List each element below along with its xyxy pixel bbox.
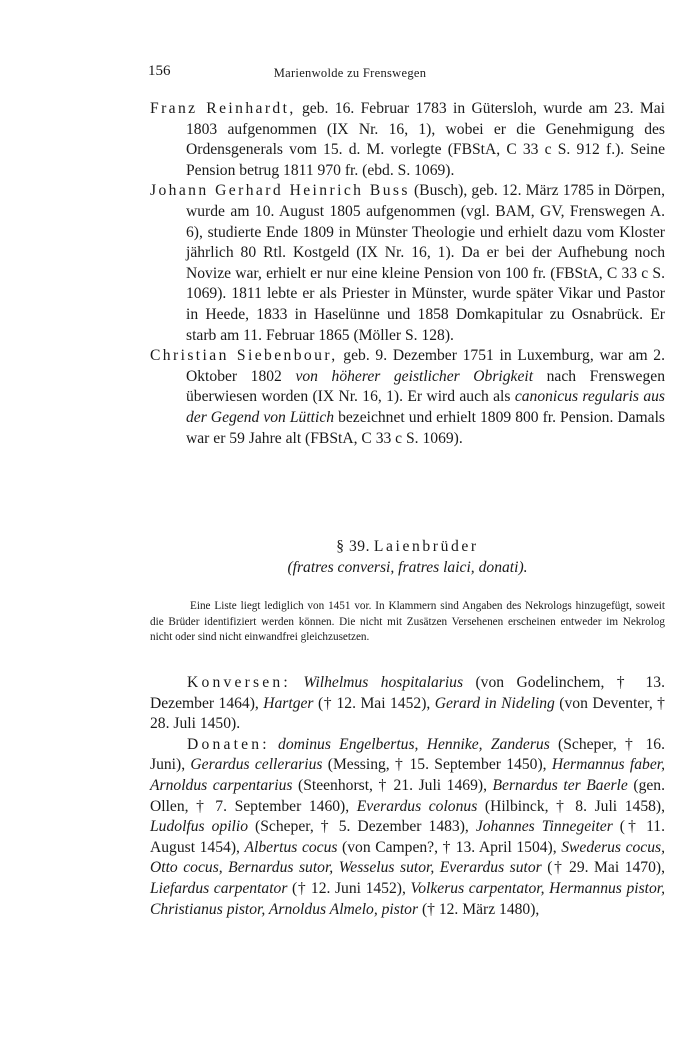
entry-italic: von höherer geistlicher Obrigkeit [295,367,534,385]
entry-siebenbour [150,346,665,449]
section-number: § 39. [336,538,370,555]
donat-annotation: († 12. März 1480), [418,900,540,918]
running-head: Marienwolde zu Frenswegen [273,66,427,80]
donaten-label: Donaten: [187,735,270,753]
konversen-name: Gerard in Nideling [434,694,555,712]
member-entries [150,99,665,449]
donat-annotation: (Messing, † 15. September 1450), [322,756,552,774]
donat-annotation: (Scheper, † 5. Dezember 1483), [248,818,476,836]
entry-buss [150,181,665,346]
entry-name: Franz Reinhardt, [150,100,296,117]
section-subtitle: (fratres conversi, fratres laici, donati). [287,559,528,576]
donat-name: Bernardus ter Baerle [492,776,628,794]
page-number: 156 [148,63,171,79]
konversen-label: Konversen: [187,674,291,691]
entry-text: geb. 16. Februar 1783 in Gütersloh, wurde am 23. Mai 1803 aufgenommen (IX Nr. 16, 1), wobei er die Genehmigung des Ordensgenerals vom 15. d. M. vorlegte (FBStA, C 33 c S. 912 f.). Seine Pension betrug 1811 970 fr. (ebd. S. 1069). [186,100,665,179]
entry-italic: canonicus regularis aus der Gegend von Lüttich [186,388,665,426]
konversen-text: († 12. Mai 1452), [313,694,435,712]
donat-name: Albertus cocus [244,838,338,856]
donat-annotation: († 12. Juni 1452), [287,879,411,897]
donat-annotation: (gen. Ollen, † 7. September 1460), [150,776,665,815]
donat-annotation: (Steenhorst, † 21. Juli 1469), [292,776,493,794]
donat-annotation: (Hilbinck, † 8. Juli 1458), [477,797,665,815]
entry-text: geb. 9. Dezember 1751 in Luxemburg, war am 2. Oktober 1802 [186,347,665,385]
donat-name: Gerardus cellerarius [190,756,323,774]
konversen-name: Wilhelmus hospitalarius [303,674,464,691]
entry-text: nach Frenswegen überwiesen worden (IX Nr. 16, 1). Er wird auch als [186,367,665,406]
donat-name: Hermannus faber, Arnoldus carpentarius [150,756,665,794]
donat-name: dominus Engelbertus, Hennike, Zanderus [278,735,550,753]
donat-annotation: (Scheper, † 16. Juni), [150,735,665,774]
donat-name: Liefardus carpentator [150,879,288,897]
donat-name: Johannes Tinnegeiter [475,818,613,836]
section-heading: Laienbrüder [373,538,479,555]
donaten-paragraph [150,735,665,920]
brother-groups [150,673,665,920]
donat-name: Everardus colonus [356,797,478,815]
section-title [150,537,665,557]
konversen-text: (von Godelinchem, † 13. Dezember 1464), [150,674,666,712]
entry-reinhardt [150,99,665,181]
donat-name: Swederus cocus, Otto cocus, Bernardus sutor, Wesselus sutor, Everardus sutor [150,838,665,877]
entry-name: Christian Siebenbour, [150,347,338,365]
konversen-paragraph [150,673,665,735]
donat-annotation: († 29. Mai 1470), [541,859,665,877]
entry-name: Johann Gerhard Heinrich Buss [150,182,410,200]
konversen-name: Hartger [263,694,314,712]
donat-name: Volkerus carpentator, Hermannus pistor, Christianus pistor, Arnoldus Almelo, pistor [150,879,666,918]
donaten-body [150,736,665,918]
donat-annotation: (von Campen?, † 13. April 1504), [337,838,562,856]
entry-text: bezeichnet und erhielt 1809 800 fr. Pension. Damals war er 59 Jahre alt (FBStA, C 33 c S. 1069). [186,408,665,447]
donat-name: Ludolfus opilio [150,818,249,836]
konversen-text: (von Deventer, † 28. Juli 1450). [150,694,665,733]
entry-text: (Busch), geb. 12. März 1785 in Dörpen, wurde am 10. August 1805 aufgenommen (vgl. BAM, GV, Frenswegen A. 6), studierte Ende 1809 in Münster Theologie und erhielt dazu vom Kloster jährlich 80 Rtl. Kostgeld (IX Nr. 16, 1). Da er bei der Aufhebung noch Novize war, erhielt er nur eine kleine Pension von 100 fr. (FBStA, C 33 c S. 1069). 1811 lebte er als Priester in Münster, wurde später Vikar und Pastor in Heede, 1833 in Haselünne und 1858 Domkapitular zu Osnabrück. Er starb am 11. Februar 1865 (Möller S. 128). [186,182,665,344]
editorial-note: Eine Liste liegt lediglich von 1451 vor. In Klammern sind Angaben des Nekrologs hinzugefügt, soweit die Brüder identifiziert werden können. Die nicht mit Zusätzen Versehenen erscheinen entweder im Nekrolog nicht oder sind nicht einwandfrei gleichzusetzen. [150,600,665,644]
donat-annotation: († 11. August 1454), [150,818,665,856]
